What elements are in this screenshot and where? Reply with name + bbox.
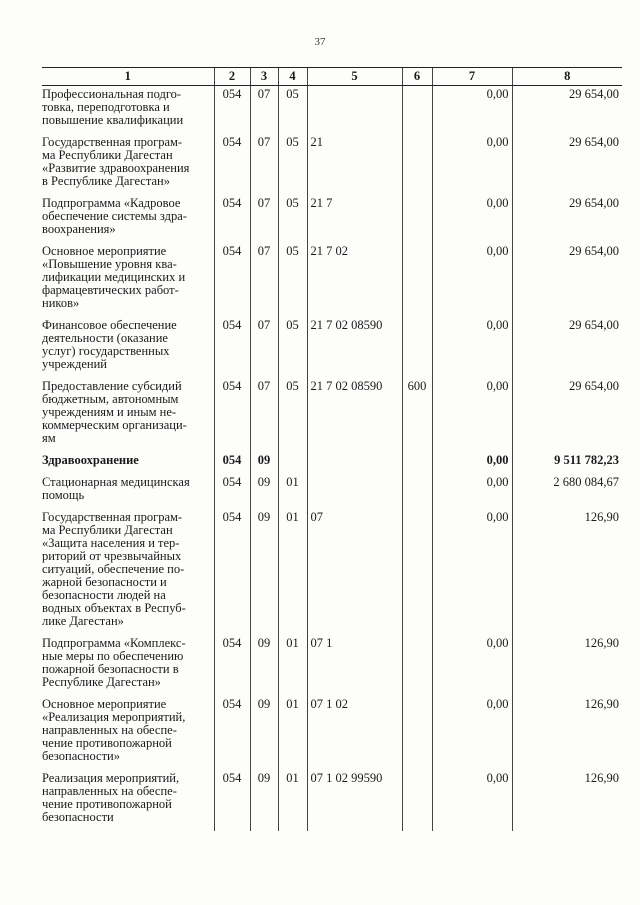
row-name-cell: Государственная програм- ма Республики Дагестан «Развитие здравоохранения в Республике Дагестан» — [42, 135, 190, 188]
row-amount-2-cell: 126,90 — [512, 509, 622, 635]
row-amount-1-cell: 0,00 — [432, 243, 512, 317]
row-grbs-cell: 054 — [214, 378, 250, 452]
row-amount-2-cell: 126,90 — [512, 635, 622, 696]
row-amount-1-cell: 0,00 — [432, 317, 512, 378]
row-section-cell: 09 — [250, 474, 278, 509]
row-subsection-cell: 01 — [278, 770, 307, 831]
row-section-cell: 09 — [250, 696, 278, 770]
row-section-cell: 07 — [250, 134, 278, 195]
row-amount-1-cell: 0,00 — [432, 635, 512, 696]
row-grbs-cell: 054 — [214, 195, 250, 243]
row-amount-2-cell: 29 654,00 — [512, 243, 622, 317]
row-expense-type-cell — [402, 696, 432, 770]
row-target-article-cell: 07 1 — [307, 635, 402, 696]
row-expense-type-cell: 600 — [402, 378, 432, 452]
row-amount-1-cell: 0,00 — [432, 134, 512, 195]
row-expense-type-cell — [402, 134, 432, 195]
table-row — [42, 134, 622, 195]
row-target-article-cell: 21 7 02 — [307, 243, 402, 317]
table-header-row — [42, 68, 622, 86]
row-amount-1-cell: 0,00 — [432, 509, 512, 635]
table-row — [42, 452, 622, 474]
row-section-cell: 09 — [250, 770, 278, 831]
row-target-article-cell: 21 — [307, 134, 402, 195]
page-number: 37 — [314, 36, 326, 48]
row-amount-2-cell: 126,90 — [512, 770, 622, 831]
row-subsection-cell: 01 — [278, 696, 307, 770]
table-row — [42, 696, 622, 770]
row-amount-2-cell: 29 654,00 — [512, 195, 622, 243]
table-row — [42, 86, 622, 135]
row-expense-type-cell — [402, 474, 432, 509]
row-section-cell: 07 — [250, 317, 278, 378]
row-subsection-cell: 01 — [278, 509, 307, 635]
table-row — [42, 317, 622, 378]
row-amount-1-cell: 0,00 — [432, 378, 512, 452]
row-target-article-cell: 07 1 02 99590 — [307, 770, 402, 831]
table-row — [42, 378, 622, 452]
row-name-cell: Подпрограмма «Комплекс- ные меры по обеспечению пожарной безопасности в Республике Дагестан» — [42, 636, 186, 689]
row-grbs-cell: 054 — [214, 474, 250, 509]
row-amount-1-cell: 0,00 — [432, 195, 512, 243]
row-target-article-cell: 21 7 02 08590 — [307, 378, 402, 452]
column-header: 8 — [512, 68, 622, 86]
row-name-cell: Основное мероприятие «Реализация мероприятий, направленных на обеспе- чение противопожарной безопасности» — [42, 697, 186, 763]
row-amount-1-cell: 0,00 — [432, 474, 512, 509]
table-row — [42, 509, 622, 635]
table-row — [42, 195, 622, 243]
row-target-article-cell: 21 7 — [307, 195, 402, 243]
row-target-article-cell: 07 — [307, 509, 402, 635]
row-expense-type-cell — [402, 243, 432, 317]
row-target-article-cell — [307, 86, 402, 135]
row-amount-1-cell: 0,00 — [432, 452, 512, 474]
row-subsection-cell: 05 — [278, 195, 307, 243]
row-target-article-cell: 07 1 02 — [307, 696, 402, 770]
row-expense-type-cell — [402, 509, 432, 635]
row-name-cell: Реализация мероприятий, направленных на обеспе- чение противопожарной безопасности — [42, 771, 180, 824]
table-row — [42, 770, 622, 831]
row-name-cell: Основное мероприятие «Повышение уровня ква- лификации медицинских и фармацевтических работ- ников» — [42, 244, 186, 310]
row-expense-type-cell — [402, 770, 432, 831]
row-target-article-cell: 21 7 02 08590 — [307, 317, 402, 378]
row-name-cell: Здравоохранение — [42, 453, 139, 467]
row-amount-2-cell: 2 680 084,67 — [512, 474, 622, 509]
column-header: 3 — [250, 68, 278, 86]
row-subsection-cell — [278, 452, 307, 474]
column-header: 1 — [42, 68, 214, 86]
row-subsection-cell: 01 — [278, 635, 307, 696]
column-header: 4 — [278, 68, 307, 86]
row-section-cell: 07 — [250, 243, 278, 317]
table-row — [42, 635, 622, 696]
row-expense-type-cell — [402, 317, 432, 378]
row-grbs-cell: 054 — [214, 509, 250, 635]
column-header: 5 — [307, 68, 402, 86]
row-grbs-cell: 054 — [214, 770, 250, 831]
row-expense-type-cell — [402, 86, 432, 135]
row-name-cell: Государственная програм- ма Республики Дагестан «Защита населения и тер- риторий от чрезвычайных ситуаций, обеспечение по- жарной безопасности и безопасности людей на водных объектах в Респуб- лике Дагестан» — [42, 510, 186, 628]
row-subsection-cell: 05 — [278, 378, 307, 452]
row-expense-type-cell — [402, 635, 432, 696]
row-name-cell: Профессиональная подго- товка, переподготовка и повышение квалификации — [42, 87, 184, 127]
row-subsection-cell: 05 — [278, 317, 307, 378]
row-name-cell: Стационарная медицинская помощь — [42, 475, 190, 502]
row-section-cell: 07 — [250, 195, 278, 243]
row-section-cell: 09 — [250, 635, 278, 696]
row-expense-type-cell — [402, 195, 432, 243]
row-subsection-cell: 01 — [278, 474, 307, 509]
row-amount-2-cell: 29 654,00 — [512, 378, 622, 452]
row-target-article-cell — [307, 452, 402, 474]
row-grbs-cell: 054 — [214, 452, 250, 474]
row-grbs-cell: 054 — [214, 86, 250, 135]
row-subsection-cell: 05 — [278, 86, 307, 135]
row-amount-2-cell: 29 654,00 — [512, 134, 622, 195]
row-target-article-cell — [307, 474, 402, 509]
row-grbs-cell: 054 — [214, 317, 250, 378]
table-row — [42, 243, 622, 317]
row-amount-2-cell: 29 654,00 — [512, 317, 622, 378]
row-amount-1-cell: 0,00 — [432, 86, 512, 135]
table-row — [42, 474, 622, 509]
row-subsection-cell: 05 — [278, 134, 307, 195]
row-grbs-cell: 054 — [214, 696, 250, 770]
row-grbs-cell: 054 — [214, 243, 250, 317]
row-amount-2-cell: 29 654,00 — [512, 86, 622, 135]
row-section-cell: 09 — [250, 452, 278, 474]
row-expense-type-cell — [402, 452, 432, 474]
row-name-cell: Подпрограмма «Кадровое обеспечение системы здра- воохранения» — [42, 196, 187, 236]
row-section-cell: 07 — [250, 378, 278, 452]
row-section-cell: 07 — [250, 86, 278, 135]
row-amount-1-cell: 0,00 — [432, 770, 512, 831]
budget-table — [42, 67, 622, 831]
row-amount-2-cell: 9 511 782,23 — [512, 452, 622, 474]
row-grbs-cell: 054 — [214, 134, 250, 195]
column-header: 6 — [402, 68, 432, 86]
row-subsection-cell: 05 — [278, 243, 307, 317]
row-grbs-cell: 054 — [214, 635, 250, 696]
row-name-cell: Предоставление субсидий бюджетным, автономным учреждениям и иным не- коммерческим организаци- ям — [42, 379, 187, 445]
row-name-cell: Финансовое обеспечение деятельности (оказание услуг) государственных учреждений — [42, 318, 177, 371]
row-amount-2-cell: 126,90 — [512, 696, 622, 770]
table-body — [42, 86, 622, 832]
column-header: 7 — [432, 68, 512, 86]
row-amount-1-cell: 0,00 — [432, 696, 512, 770]
column-header: 2 — [214, 68, 250, 86]
row-section-cell: 09 — [250, 509, 278, 635]
